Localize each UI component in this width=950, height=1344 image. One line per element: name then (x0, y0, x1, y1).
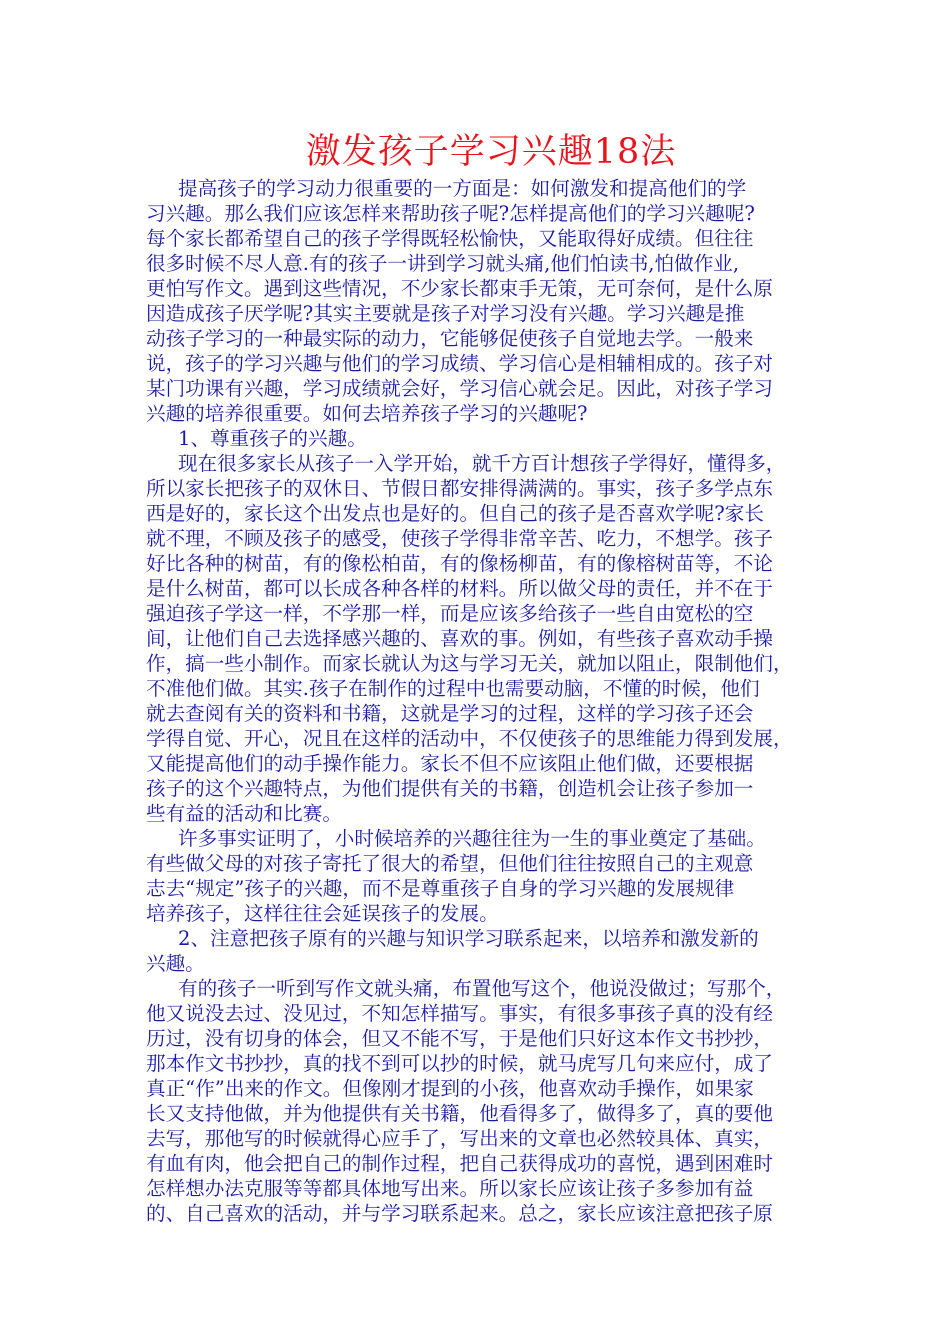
text-line: 培养孩子，这样往往会延误孩子的发展。 (146, 902, 499, 925)
text-line: 有些做父母的对孩子寄托了很大的希望，但他们往往按照自己的主观意 (146, 852, 754, 875)
text-line: 不准他们做。其实.孩子在制作的过程中也需要动脑，不懂的时候，他们 (146, 677, 760, 700)
text-line: 很多时候不尽人意.有的孩子一讲到学习就头痛,他们怕读书,怕做作业, (146, 252, 740, 275)
text-line: 是什么树苗，都可以长成各种各样的材料。所以做父母的责任，并不在于 (146, 577, 773, 600)
text-line: 他又说没去过、没见过，不知怎样描写。事实，有很多事孩子真的没有经 (146, 1002, 773, 1025)
text-line: 间，让他们自己去选择感兴趣的、喜欢的事。例如，有些孩子喜欢动手操 (146, 627, 773, 650)
section-heading: 2、注意把孩子原有的兴趣与知识学习联系起来，以培养和激发新的 (178, 927, 759, 950)
text-line: 长又支持他做，并为他提供有关书籍，他看得多了，做得多了，真的要他 (146, 1102, 773, 1125)
text-line: 历过，没有切身的体会，但又不能不写，于是他们只好这本作文书抄抄， (146, 1027, 773, 1050)
text-line: 去写，那他写的时候就得心应手了，写出来的文章也必然较具体、真实， (146, 1127, 773, 1150)
document-title: 激发孩子学习兴趣18法 (305, 132, 677, 172)
text-line: 志去“规定”孩子的兴趣，而不是尊重孩子自身的学习兴趣的发展规律 (146, 877, 735, 900)
text-line: 说，孩子的学习兴趣与他们的学习成绩、学习信心是相辅相成的。孩子对 (146, 352, 773, 375)
text-line: 更怕写作文。遇到这些情况，不少家长都束手无策，无可奈何，是什么原 (146, 277, 773, 300)
text-line: 动孩子学习的一种最实际的动力，它能够促使孩子自觉地去学。一般来 (146, 327, 754, 350)
text-line: 强迫孩子学这一样，不学那一样，而是应该多给孩子一些自由宽松的空 (146, 602, 754, 625)
text-line: 习兴趣。那么我们应该怎样来帮助孩子呢?怎样提高他们的学习兴趣呢? (146, 202, 755, 225)
text-line: 兴趣的培养很重要。如何去培养孩子学习的兴趣呢? (146, 402, 588, 425)
text-line: 学得自觉、开心，况且在这样的活动中，不仅使孩子的思维能力得到发展， (146, 727, 793, 750)
text-line: 作，搞一些小制作。而家长就认为这与学习无关，就加以阻止，限制他们， (146, 652, 793, 675)
text-line: 提高孩子的学习动力很重要的一方面是：如何激发和提高他们的学 (178, 177, 747, 200)
document-body (146, 176, 816, 1226)
text-line: 许多事实证明了，小时候培养的兴趣往往为一生的事业奠定了基础。 (178, 827, 766, 850)
text-line: 又能提高他们的动手操作能力。家长不但不应该阻止他们做，还要根据 (146, 752, 754, 775)
text-line: 些有益的活动和比赛。 (146, 802, 342, 825)
text-line: 现在很多家长从孩子一入学开始，就千方百计想孩子学得好，懂得多， (178, 452, 786, 475)
text-line: 某门功课有兴趣，学习成绩就会好，学习信心就会足。因此，对孩子学习 (146, 377, 773, 400)
text-line: 怎样想办法克服等等都具体地写出来。所以家长应该让孩子多参加有益 (146, 1177, 754, 1200)
text-line: 就去查阅有关的资料和书籍，这就是学习的过程，这样的学习孩子还会 (146, 702, 754, 725)
text-line: 有的孩子一听到写作文就头痛，布置他写这个，他说没做过；写那个， (178, 977, 786, 1000)
text-line: 那本作文书抄抄，真的找不到可以抄的时候，就马虎写几句来应付，成了 (146, 1052, 773, 1075)
text-line: 每个家长都希望自己的孩子学得既轻松愉快，又能取得好成绩。但往往 (146, 227, 754, 250)
section-heading: 1、尊重孩子的兴趣。 (178, 427, 367, 450)
text-line: 所以家长把孩子的双休日、节假日都安排得满满的。事实，孩子多学点东 (146, 477, 773, 500)
text-line: 的、自己喜欢的活动，并与学习联系起来。总之，家长应该注意把孩子原 (146, 1202, 773, 1225)
text-line: 孩子的这个兴趣特点，为他们提供有关的书籍，创造机会让孩子参加一 (146, 777, 754, 800)
text-line: 真正“作”出来的作文。但像刚才提到的小孩，他喜欢动手操作，如果家 (146, 1077, 754, 1100)
text-line: 好比各种的树苗，有的像松柏苗，有的像杨柳苗，有的像榕树苗等，不论 (146, 552, 773, 575)
text-line: 有血有肉，他会把自己的制作过程，把自己获得成功的喜悦，遇到困难时 (146, 1152, 773, 1175)
text-line: 因造成孩子厌学呢?其实主要就是孩子对学习没有兴趣。学习兴趣是推 (146, 302, 745, 325)
section-heading: 兴趣。 (146, 952, 205, 975)
text-line: 就不理，不顾及孩子的感受，使孩子学得非常辛苦、吃力，不想学。孩子 (146, 527, 773, 550)
text-line: 西是好的，家长这个出发点也是好的。但自己的孩子是否喜欢学呢?家长 (146, 502, 764, 525)
document-page (146, 130, 816, 1226)
